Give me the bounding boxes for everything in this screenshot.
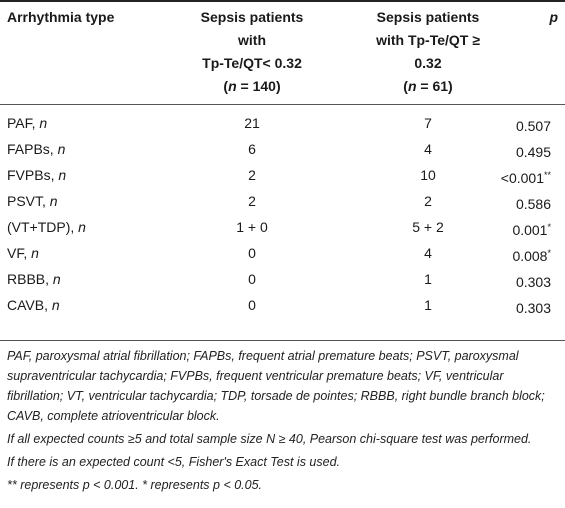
significance-marker: * [547,222,551,232]
header-col-low-ratio [172,6,332,98]
cell-high-ratio-count: 2 [424,193,432,209]
cell-low-ratio-count: 6 [248,141,256,157]
cell-arrhythmia-type: PSVT, n [7,193,58,209]
cell-high-ratio-count: 10 [420,167,436,183]
cell-p-value: 0.586 [515,196,551,212]
footnote-abbreviations: PAF, paroxysmal atrial fibrillation; FAPBs, frequent atrial premature beats; PSVT, paroxysmal supraventricular tachycardia; FVPBs, frequent ventricular premature beats; VF, ventricular fibrillation; VT, ventricular tachycardia; TDP, torsade de pointes; RBBB, right bundle branch block; CAVB, complete atrioventricular block. [7,349,545,423]
cell-low-ratio-count: 0 [248,245,256,261]
cell-high-ratio-count: 4 [424,141,432,157]
header-rule [0,104,565,105]
cell-p-value: 0.008* [512,248,551,264]
header-arrhythmia-type: Arrhythmia type [7,9,115,25]
cell-low-ratio-count: 2 [248,167,256,183]
table-row [0,292,565,318]
cell-arrhythmia-type: FAPBs, n [7,141,66,157]
significance-marker: * [547,248,551,258]
cell-high-ratio-count: 5 + 2 [412,219,444,235]
header-col2-line2: with Tp-Te/QT ≥ [376,32,480,48]
cell-p-value: 0.507 [515,118,551,134]
cell-low-ratio-count: 0 [248,297,256,313]
table-row [0,188,565,214]
cell-arrhythmia-type: PAF, n [7,115,48,131]
cell-high-ratio-count: 4 [424,245,432,261]
cell-low-ratio-count: 0 [248,271,256,287]
top-rule [0,0,565,2]
cell-p-value: 0.001* [512,222,551,238]
table-row [0,214,565,240]
footnote-significance: ** represents p < 0.001. * represents p < 0.05. [7,478,263,492]
header-col1-line2: with [238,32,266,48]
cell-low-ratio-count: 2 [248,193,256,209]
cell-p-value: 0.303 [515,300,551,316]
bottom-rule [0,340,565,341]
header-col1-n: (n = 140) [223,78,281,94]
cell-low-ratio-count: 1 + 0 [236,219,268,235]
cell-arrhythmia-type: (VT+TDP), n [7,219,86,235]
cell-arrhythmia-type: FVPBs, n [7,167,67,183]
header-col2-n: (n = 61) [403,78,453,94]
table-row [0,136,565,162]
footnote-fisher: If there is an expected count <5, Fisher's Exact Test is used. [7,455,341,469]
table-row [0,162,565,188]
header-col1-line3: Tp-Te/QT< 0.32 [202,55,302,71]
cell-low-ratio-count: 21 [244,115,260,131]
cell-high-ratio-count: 7 [424,115,432,131]
header-col1-line1: Sepsis patients [200,9,304,25]
cell-p-value: 0.495 [515,144,551,160]
cell-p-value: 0.303 [515,274,551,290]
header-p-value: p [549,9,558,25]
table-row [0,240,565,266]
header-col2-line3: 0.32 [414,55,442,71]
table-row [0,266,565,292]
cell-arrhythmia-type: CAVB, n [7,297,60,313]
cell-arrhythmia-type: VF, n [7,245,39,261]
cell-arrhythmia-type: RBBB, n [7,271,61,287]
cell-high-ratio-count: 1 [424,297,432,313]
footnote-chi-square: If all expected counts ≥5 and total sample size N ≥ 40, Pearson chi-square test was performed. [7,432,532,446]
header-col2-line1: Sepsis patients [376,9,480,25]
table-footnotes [7,346,557,498]
significance-marker: ** [543,170,551,180]
cell-p-value: <0.001** [500,170,551,186]
cell-high-ratio-count: 1 [424,271,432,287]
header-col-high-ratio [344,6,512,98]
table-row [0,110,565,136]
